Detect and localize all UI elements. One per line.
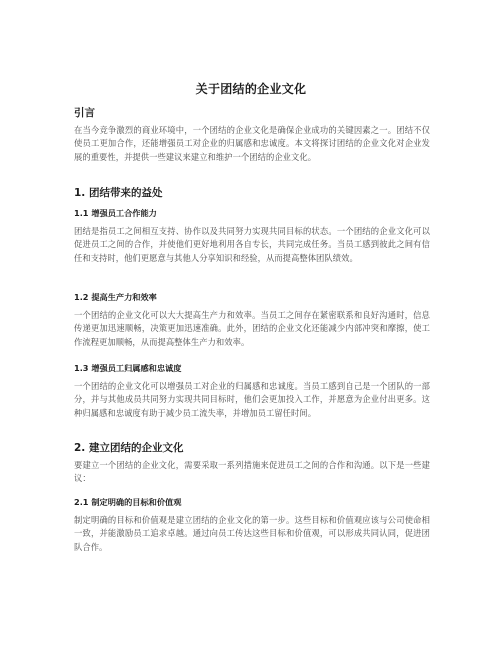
section-1-3-heading: 1.3 增强员工归属感和忠诚度: [74, 363, 182, 373]
document-title: 关于团结的企业文化: [195, 82, 307, 96]
section-1-1-paragraph: 团结是指员工之间相互支持、协作以及共同努力实现共同目标的状态。一个团结的企业文化可以促进员工之间的合作，并使他们更好地利用各自专长，共同完成任务。当员工感到彼此之间有信任和支持时，他们更愿意与其他人分享知识和经验，从而提高整体团队绩效。: [74, 226, 430, 263]
section-1-2-heading: 1.2 提高生产力和效率: [74, 292, 157, 302]
section-1-heading: 1. 团结带来的益处: [74, 187, 163, 199]
section-1-1-heading: 1.1 增强员工合作能力: [74, 208, 157, 218]
intro-paragraph: 在当今竞争激烈的商业环境中，一个团结的企业文化是确保企业成功的关键因素之一。团结不仅使员工更加合作，还能增强员工对企业的归属感和忠诚度。本文将探讨团结的企业文化对企业发展的重要性，并提供一些建议来建立和维护一个团结的企业文化。: [74, 125, 430, 162]
section-1-2-paragraph: 一个团结的企业文化可以大大提高生产力和效率。当员工之间存在紧密联系和良好沟通时，信息传递更加迅速顺畅，决策更加迅速准确。此外，团结的企业文化还能减少内部冲突和摩擦，使工作流程更加顺畅，从而提高整体生产力和效率。: [74, 310, 430, 347]
section-2-heading: 2. 建立团结的企业文化: [74, 442, 184, 454]
section-1-3-paragraph: 一个团结的企业文化可以增强员工对企业的归属感和忠诚度。当员工感到自己是一个团队的一部分，并与其他成员共同努力实现共同目标时，他们会更加投入工作，并愿意为企业付出更多。这种归属感和忠诚度有助于减少员工流失率，并增加员工留任时间。: [74, 381, 430, 418]
section-2-1-heading: 2.1 制定明确的目标和价值观: [74, 497, 182, 507]
intro-heading: 引言: [74, 107, 95, 119]
section-2-paragraph: 要建立一个团结的企业文化，需要采取一系列措施来促进员工之间的合作和沟通。以下是一些建议：: [74, 460, 430, 484]
section-2-1-paragraph: 制定明确的目标和价值观是建立团结的企业文化的第一步。这些目标和价值观应该与公司使命相一致，并能激励员工追求卓越。通过向员工传达这些目标和价值观，可以形成共同认同，促进团队合作。: [74, 515, 430, 552]
